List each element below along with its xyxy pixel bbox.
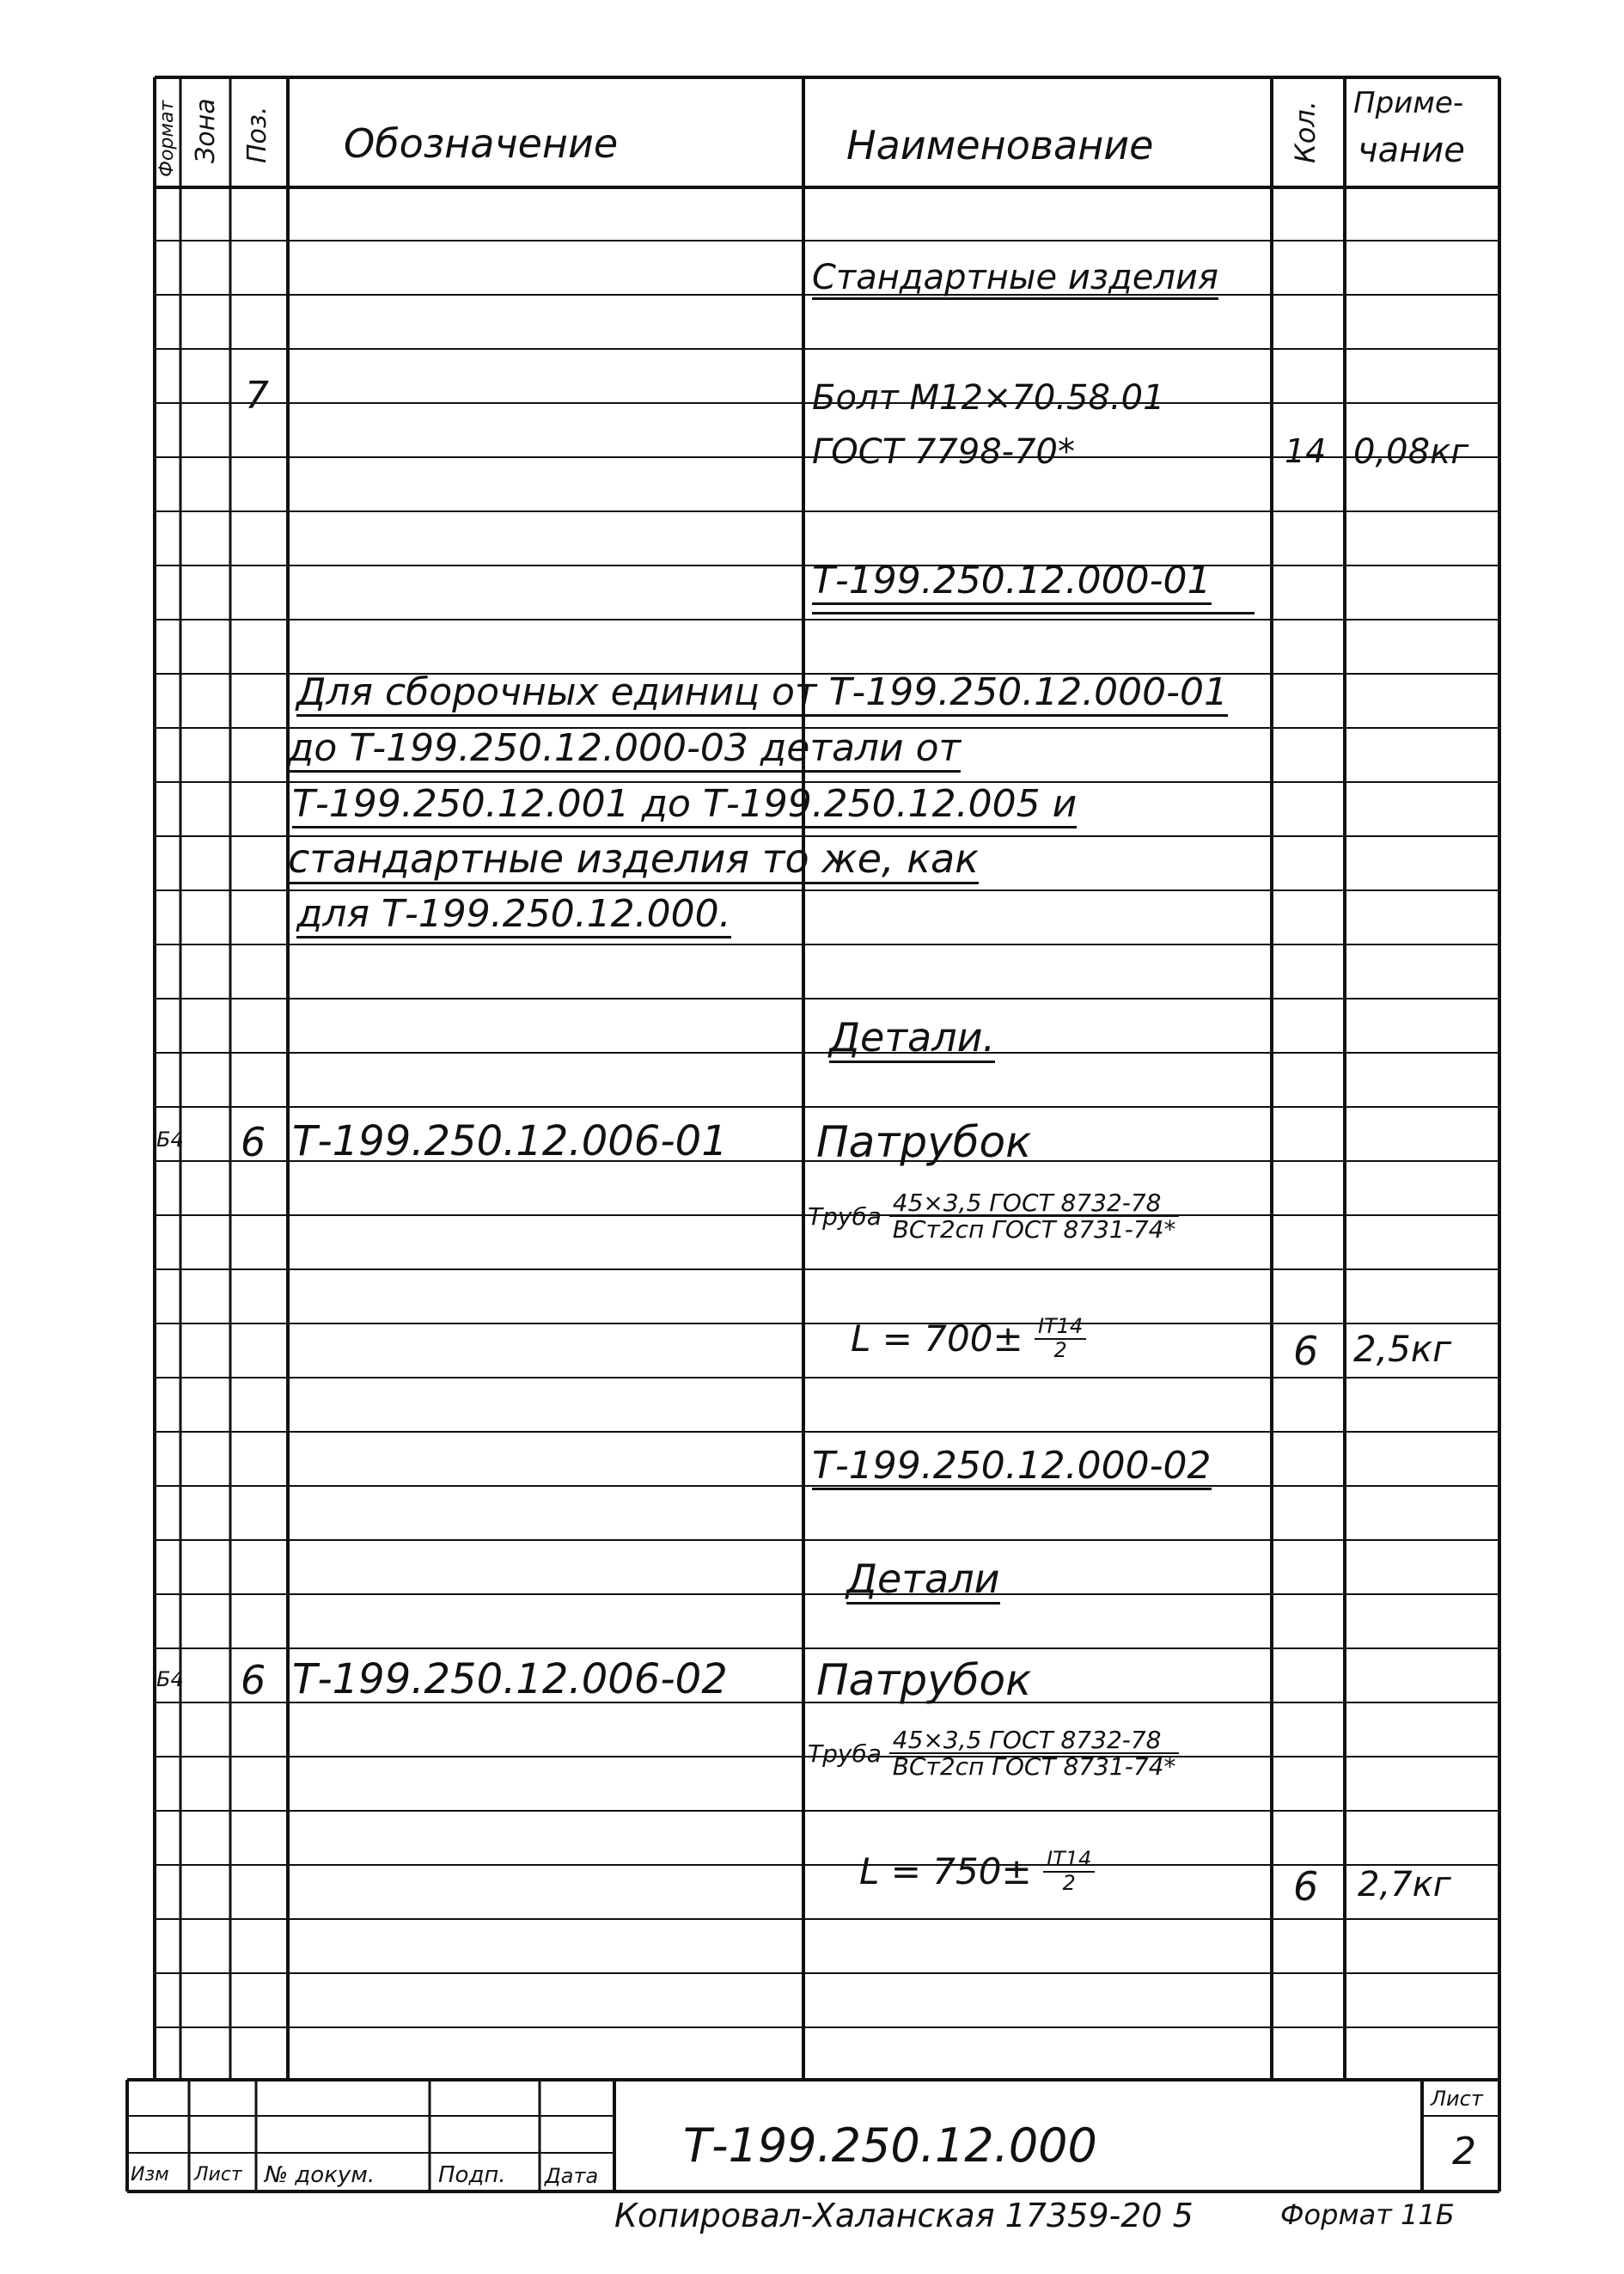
sheet-label: Лист xyxy=(1431,2087,1483,2111)
part2-note: 2,7кг xyxy=(1358,1865,1451,1904)
bolt-name-1: Болт М12×70.58.01 xyxy=(812,378,1165,418)
part2-format: Б4 xyxy=(156,1667,184,1691)
part1-tol-den: 2 xyxy=(1053,1337,1067,1362)
part2-name: Патрубок xyxy=(816,1655,1032,1705)
part2-qty: 6 xyxy=(1293,1863,1319,1910)
part2-length xyxy=(859,1848,1095,1894)
bolt-note: 0,08кг xyxy=(1353,432,1469,472)
label-date: Дата xyxy=(545,2164,599,2188)
part1-pos: 6 xyxy=(241,1119,266,1165)
bolt-name-2: ГОСТ 7798-70* xyxy=(812,432,1075,472)
part1-qty: 6 xyxy=(1293,1328,1319,1374)
part1-designation: Т-199.250.12.006-01 xyxy=(292,1117,728,1165)
part1-pipe-steel: ВСт2сп ГОСТ 8731-74* xyxy=(892,1215,1176,1244)
label-doc-no: № докум. xyxy=(265,2162,375,2188)
note-line-3: Т-199.250.12.001 до Т-199.250.12.005 и xyxy=(292,782,1077,828)
doc-code: Т-199.250.12.000 xyxy=(683,2118,1097,2173)
part1-name: Патрубок xyxy=(816,1117,1032,1167)
part1-material xyxy=(808,1190,1179,1243)
part2-tol-num: IT14 xyxy=(1043,1849,1095,1872)
section-details-2: Детали xyxy=(846,1556,1000,1605)
bolt-qty: 14 xyxy=(1285,432,1327,470)
sheet-number: 2 xyxy=(1452,2130,1476,2173)
note-line-2: до Т-199.250.12.000-03 детали от xyxy=(288,726,961,773)
header-designation: Обозначение xyxy=(344,120,619,167)
footer-format: Формат 11Б xyxy=(1280,2198,1455,2231)
header-note-2: чание xyxy=(1358,131,1465,170)
part2-tol-den: 2 xyxy=(1062,1870,1076,1895)
note-line-1: Для сборочных единиц от Т-199.250.12.000-01 xyxy=(296,670,1228,717)
variant-02: Т-199.250.12.000-02 xyxy=(812,1444,1212,1490)
label-izm: Изм xyxy=(131,2164,169,2185)
label-list: Лист xyxy=(194,2164,242,2185)
variant-01-underline xyxy=(812,612,1255,614)
part1-pipe-size: 45×3,5 ГОСТ 8732-78 xyxy=(889,1190,1180,1217)
part2-pos: 6 xyxy=(241,1657,266,1703)
part1-length xyxy=(851,1315,1086,1361)
part1-length-value: L = 700± xyxy=(851,1317,1023,1360)
section-standard-items: Стандартные изделия xyxy=(812,258,1218,300)
part2-pipe-label: Труба xyxy=(808,1739,882,1768)
header-format: Формат xyxy=(156,100,178,177)
header-pos: Поз. xyxy=(242,106,272,163)
part1-pipe-label: Труба xyxy=(808,1201,882,1231)
header-name: Наименование xyxy=(846,122,1154,168)
header-zone: Зона xyxy=(191,98,221,163)
footer-copied: Копировал-Халанская 17359-20 5 xyxy=(614,2197,1194,2234)
label-sign: Подп. xyxy=(438,2162,506,2188)
header-qty: Кол. xyxy=(1289,101,1322,163)
part2-designation: Т-199.250.12.006-02 xyxy=(292,1655,728,1703)
section-details-1: Детали. xyxy=(829,1014,995,1063)
part1-note: 2,5кг xyxy=(1353,1328,1452,1370)
bolt-pos: 7 xyxy=(245,374,269,418)
note-line-5: для Т-199.250.12.000. xyxy=(296,892,731,938)
part2-length-value: L = 750± xyxy=(859,1850,1032,1892)
part1-tol-num: IT14 xyxy=(1035,1316,1086,1339)
part2-material xyxy=(808,1727,1179,1780)
variant-01: Т-199.250.12.000-01 xyxy=(812,559,1212,605)
note-line-4: стандартные изделия то же, как xyxy=(288,835,979,884)
part2-pipe-size: 45×3,5 ГОСТ 8732-78 xyxy=(889,1727,1180,1754)
header-note-1: Приме- xyxy=(1353,86,1464,120)
part1-format: Б4 xyxy=(156,1128,184,1152)
part2-pipe-steel: ВСт2сп ГОСТ 8731-74* xyxy=(892,1752,1176,1782)
